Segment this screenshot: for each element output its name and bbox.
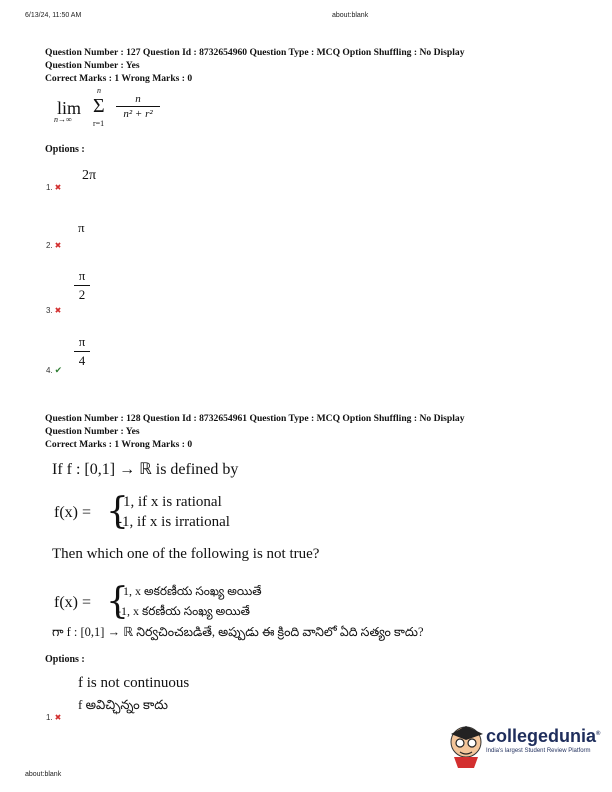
q128-te-case2: -1, x కరణీయ సంఖ్య అయితే (117, 604, 251, 618)
q128-fx-label: f(x) = (54, 504, 92, 521)
q128-meta-line2: Question Number : Yes (45, 426, 140, 437)
q127-option2[interactable] (46, 241, 61, 250)
correct-mark-icon: ✔ (54, 365, 63, 375)
lim-text: lim (57, 98, 82, 118)
q128-case2: -1, if x is irrational (117, 514, 230, 530)
q128-brace: { (106, 491, 129, 532)
sum-upper: n (97, 86, 101, 95)
footer-url: about:blank (25, 771, 62, 778)
wrong-mark-icon: ✖ (54, 713, 62, 722)
option-number: 1. (46, 713, 53, 722)
q128-te-case1: 1, x అకరణీయ సంఖ్య అయితే (123, 584, 262, 598)
q128-meta-line3: Correct Marks : 1 Wrong Marks : 0 (45, 439, 193, 450)
fraction-numerator: π (78, 268, 86, 283)
q128-meta-line1: Question Number : 128 Question Id : 8732654961 Question Type : MCQ Option Shuffling : No Display (45, 413, 465, 424)
fraction-denominator: n² + r² (123, 108, 153, 120)
wrong-mark-icon: ✖ (54, 306, 62, 315)
q127-option4[interactable] (46, 365, 62, 376)
lim-subscript: n→∞ (54, 115, 72, 124)
q127-options-label: Options : (45, 144, 85, 155)
q128-question: Then which one of the following is not true? (52, 546, 320, 562)
print-timestamp: 6/13/24, 11:50 AM (25, 12, 82, 19)
q128-te-brace: { (106, 581, 129, 622)
q127-meta (45, 46, 465, 85)
q128-options-label: Options : (45, 654, 85, 665)
q127-fraction (116, 93, 160, 120)
wrong-mark-icon: ✖ (54, 183, 62, 192)
fraction-numerator: π (78, 334, 86, 349)
wrong-mark-icon: ✖ (54, 241, 62, 250)
q128-statement: If f : [0,1] → ℝ is defined by (52, 461, 239, 478)
logo-tagline: India's largest Student Review Platform (486, 748, 591, 754)
q128-option1-en: f is not continuous (78, 675, 190, 691)
fraction-numerator: n (135, 93, 141, 105)
q128-option1[interactable] (46, 713, 61, 722)
q127-meta-line2: Question Number : Yes (45, 60, 140, 71)
option-number: 2. (46, 241, 53, 250)
q128-te-fx-label: f(x) = (54, 594, 92, 611)
q127-option3-value (74, 268, 90, 303)
collegedunia-logo (446, 712, 606, 772)
q127-option1-value: 2π (82, 168, 97, 183)
sum-lower: r=1 (93, 119, 105, 128)
q128-meta (45, 412, 465, 451)
q127-meta-line1: Question Number : 127 Question Id : 8732654960 Question Type : MCQ Option Shuffling : No Display (45, 47, 465, 58)
print-url: about:blank (332, 12, 369, 19)
logo-brand: collegedunia® (486, 726, 601, 746)
q128-te-question: గా f : [0,1] → ℝ నిర్వచించబడితే, అప్పుడు ఈ క్రింది వానిలో ఏది సత్యం కాదు? (52, 625, 424, 639)
q127-option3[interactable] (46, 306, 61, 315)
sum-symbol: Σ (93, 95, 105, 117)
q127-option1[interactable] (46, 183, 61, 192)
q128-case1: 1, if x is rational (123, 494, 222, 510)
fraction-denominator: 2 (78, 287, 86, 302)
q127-meta-line3: Correct Marks : 1 Wrong Marks : 0 (45, 73, 193, 84)
option-number: 1. (46, 183, 53, 192)
fraction-denominator: 4 (78, 353, 86, 368)
q127-option2-value: π (78, 220, 85, 235)
option-number: 4. (46, 366, 53, 375)
q128-option1-te: f అవిచ్ఛిన్నం కాదు (78, 697, 168, 712)
option-number: 3. (46, 306, 53, 315)
q127-option4-value (74, 334, 90, 369)
